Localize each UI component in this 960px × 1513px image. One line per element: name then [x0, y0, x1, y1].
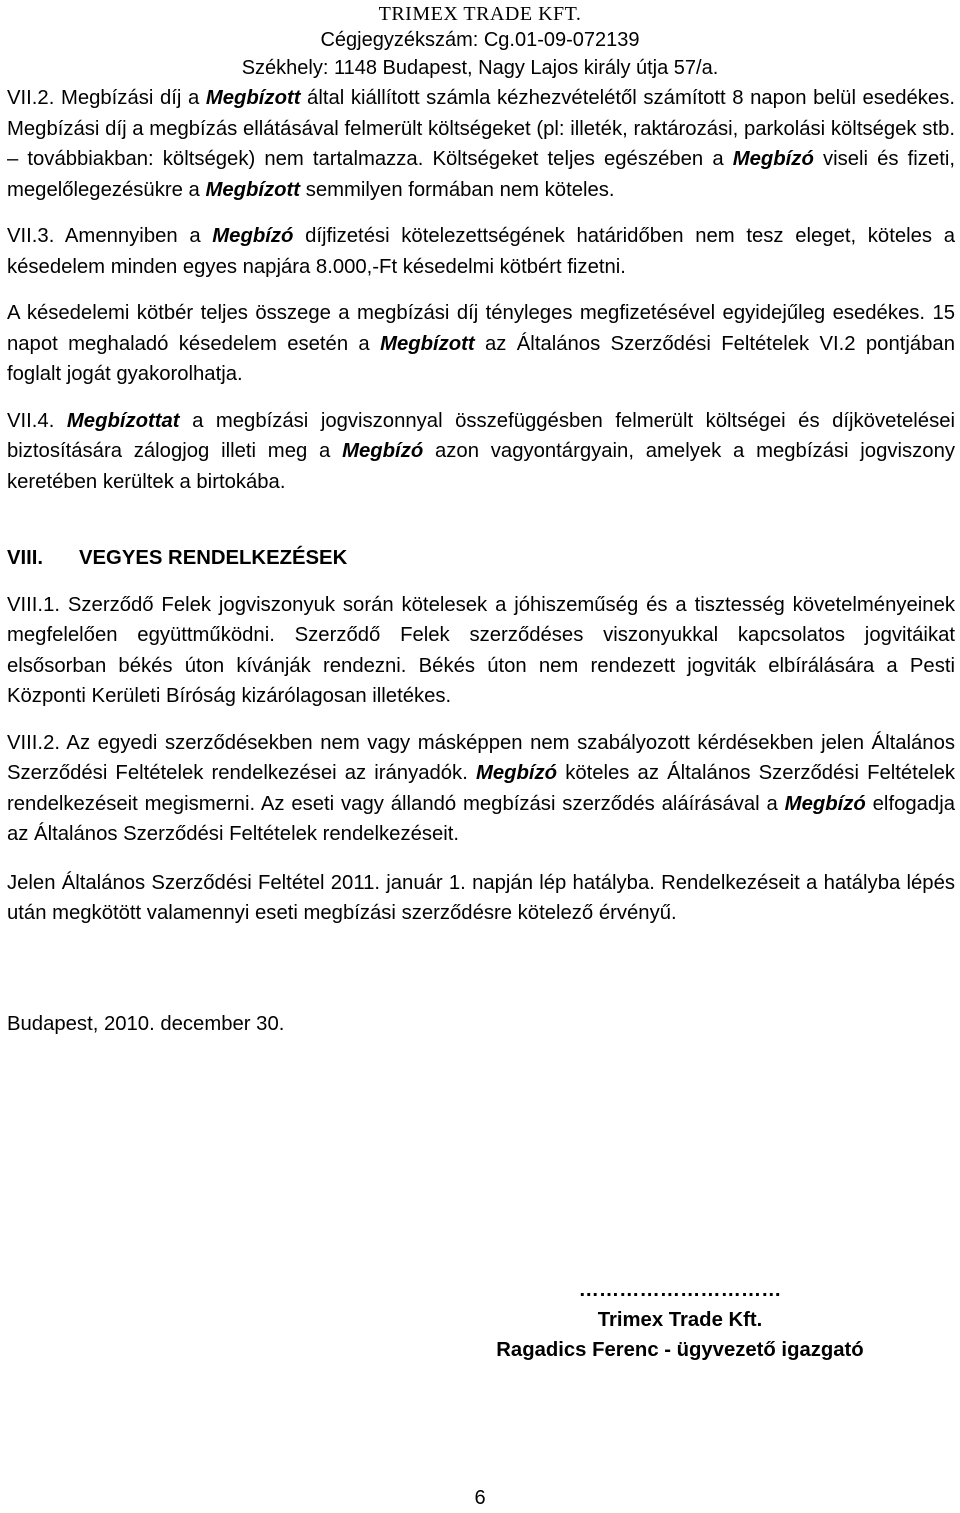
party-name-emphasis: Megbízott [205, 178, 301, 201]
clause-number: VII.4. [7, 409, 55, 432]
section-heading-viii [7, 543, 955, 574]
party-name-emphasis: Megbízott [380, 332, 475, 355]
clause-text: díjfizetési kötelezettségének határidőben nem tesz eleget, köteles a késedelem minden egyes napjára 8.000,-Ft késedelmi kötbért fizetni. [7, 225, 955, 278]
place-and-date: Budapest, 2010. december 30. [7, 1012, 285, 1035]
party-name-emphasis: Megbízó [732, 148, 814, 170]
clause-viii-2 [7, 728, 955, 850]
clause-text: A késedelemi kötbér teljes összege a megbízási díj tényleges megfizetésével egyidejűleg esedékes. 15 napot meghaladó késedelem esetén a [7, 302, 955, 355]
clause-text: Szerződő Felek jogviszonyuk során kötelesek a jóhiszeműség és a tisztesség követelményeinek megfelelően együttműködni. Szerződő Felek szerződéses viszonyukkal kapcsolatos jogvitáikat elsősorban békés úton kívánják rendezni. Békés úton nem rendezett jogviták elbírálására a Pesti Központi Kerületi Bíróság kizárólagosan illetékes. [7, 593, 955, 707]
signature-line: ………………………… [578, 1279, 782, 1301]
clause-text: semmilyen formában nem köteles. [300, 178, 615, 201]
clause-text: elfogadja az Általános Szerződési Feltételek rendelkezéseit. [7, 792, 955, 845]
clause-text: azon vagyontárgyain, amelyek a megbízási jogviszony keretében kerültek a birtokába. [7, 440, 955, 493]
party-name-emphasis: Megbízó [342, 440, 424, 462]
signature-signer: Ragadics Ferenc - ügyvezető igazgató [496, 1339, 864, 1361]
section-title: VEGYES RENDELKEZÉSEK [79, 547, 348, 569]
clause-text: Amennyiben a [54, 225, 213, 247]
signature-company: Trimex Trade Kft. [597, 1309, 763, 1331]
clause-number: VII.2. [7, 87, 55, 109]
clause-text: a megbízási jogviszonnyal összefüggésben felmerült költségei és díjkövetelései biztosítására zálogjog illeti meg a [7, 409, 955, 462]
clause-vii-2 [7, 83, 955, 205]
page-number: 6 [474, 1487, 486, 1509]
header-seat-address: Székhely: 1148 Budapest, Nagy Lajos király útja 57/a. [241, 57, 719, 79]
clause-number: VII.3. [7, 225, 55, 247]
clause-text: által kiállított számla kézhezvételétől számított 8 napon belül esedékes. Megbízási díj a megbízás ellátásával felmerült költségeket (pl: illeték, raktározási, parkolási költségek stb. – továbbiakban: költségek) nem tartalmazza. Költségeket teljes egészében a [7, 87, 955, 170]
party-name-emphasis: Megbízó [784, 792, 866, 815]
party-name-emphasis: Megbízó [212, 225, 294, 247]
clause-number: VIII.2. [7, 731, 60, 754]
clause-text: viseli és fizeti, megelőlegezésükre a [7, 148, 955, 201]
signature-block [440, 1275, 920, 1365]
party-name-emphasis: Megbízott [205, 87, 301, 109]
clause-vii-3 [7, 221, 955, 282]
header-company-name: TRIMEX TRADE KFT. [378, 3, 582, 25]
clause-vii-4 [7, 406, 955, 498]
clause-text: Megbízási díj a [54, 87, 206, 109]
header-registration-number: Cégjegyzékszám: Cg.01-09-072139 [320, 29, 640, 51]
clause-text: Az egyedi szerződésekben nem vagy másképpen nem szabályozott kérdésekben jelen Általános Szerződési Feltételek rendelkezései az irányadók. [7, 731, 955, 784]
clause-text: az Általános Szerződési Feltételek VI.2 pontjában foglalt jogát gyakorolhatja. [7, 332, 955, 385]
effective-date-paragraph: Jelen Általános Szerződési Feltétel 2011. január 1. napján lép hatályba. Rendelkezéseit a hatályba lépés után megkötött valamennyi eseti megbízási szerződésre kötelező érvényű. [7, 871, 955, 924]
clause-text: köteles az Általános Szerződési Feltételek rendelkezéseit megismerni. Az eseti vagy állandó megbízási szerződés aláírásával a [7, 762, 955, 815]
clause-vii-3-continued [7, 298, 955, 390]
clause-number: VIII.1. [7, 593, 60, 616]
party-name-emphasis: Megbízó [475, 762, 558, 784]
document-body [7, 83, 955, 1039]
clause-viii-1 [7, 590, 955, 712]
section-number: VIII. [7, 547, 44, 569]
party-name-emphasis: Megbízottat [66, 409, 180, 432]
